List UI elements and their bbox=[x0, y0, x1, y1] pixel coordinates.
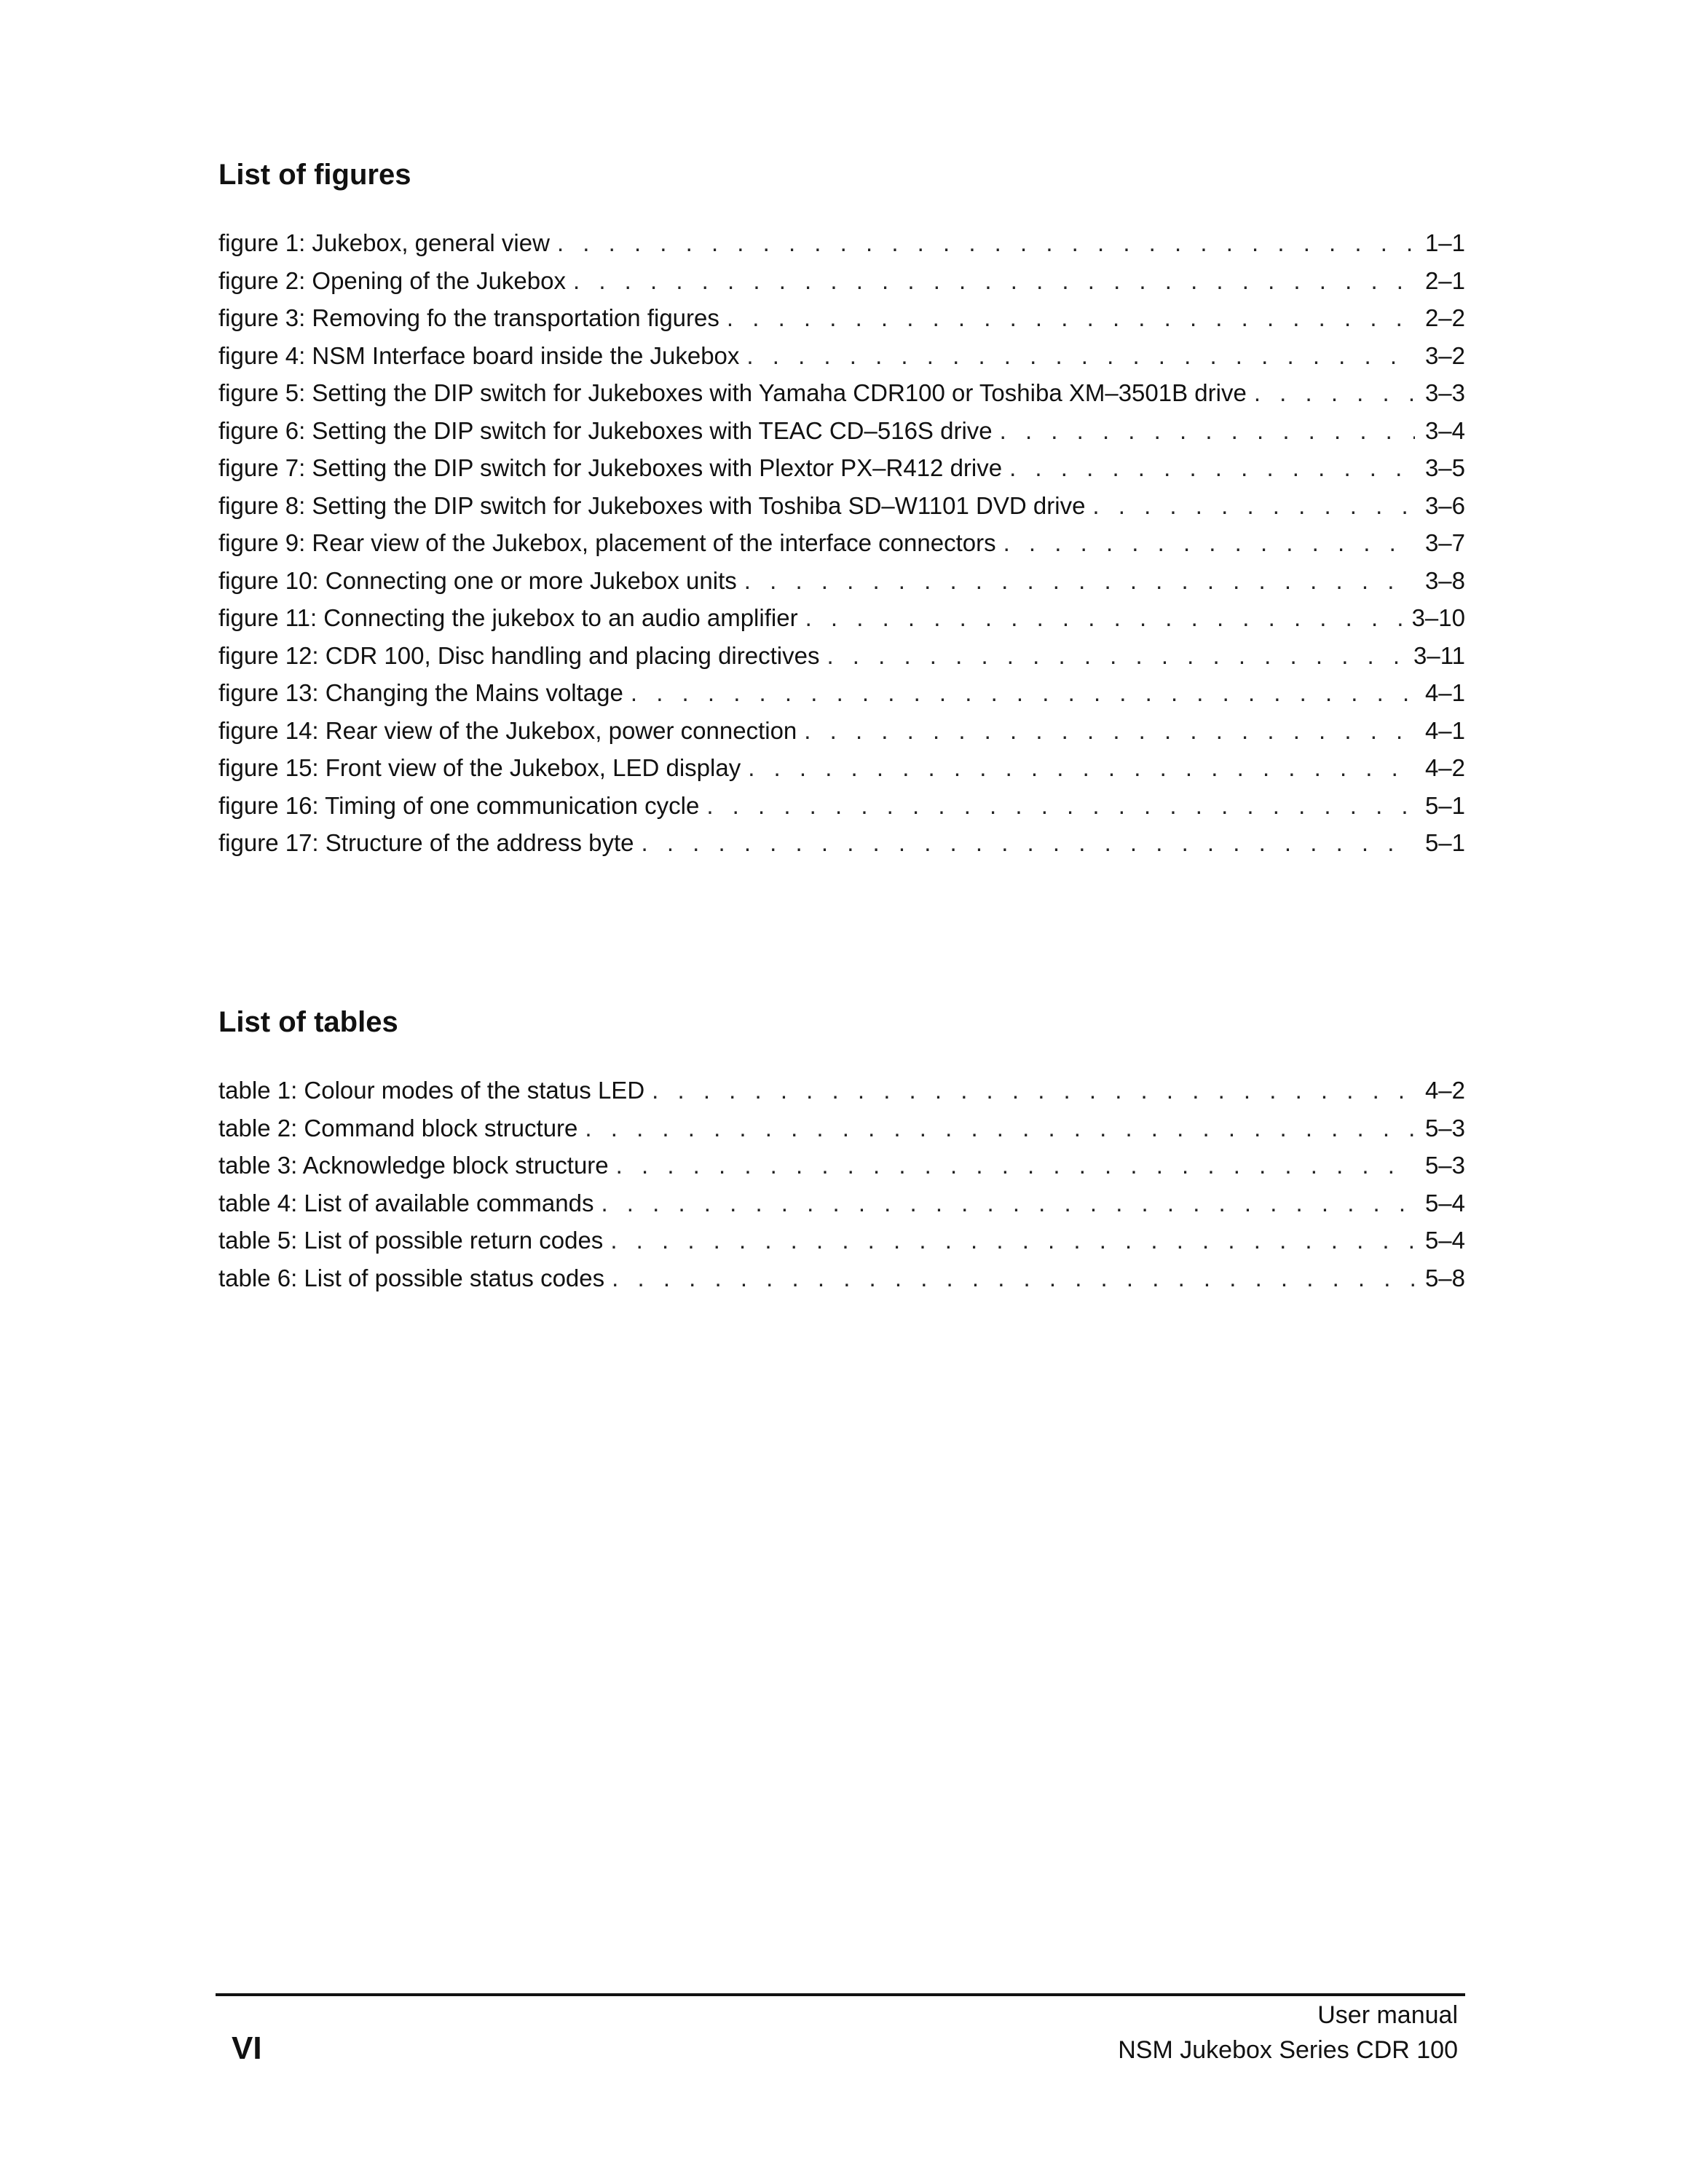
dot-leader bbox=[748, 749, 1415, 787]
toc-entry bbox=[218, 224, 1465, 262]
toc-entry-page: 5–3 bbox=[1424, 1152, 1465, 1179]
toc-entry-title: table 6: List of possible status codes bbox=[218, 1264, 605, 1291]
toc-entry-title: figure 8: Setting the DIP switch for Jukeboxes with Toshiba SD–W1101 DVD drive bbox=[218, 491, 1086, 519]
toc-entry bbox=[218, 824, 1465, 862]
toc-entry-page: 3–11 bbox=[1413, 641, 1465, 669]
list-of-tables-section bbox=[218, 1002, 1465, 1297]
dot-leader bbox=[573, 262, 1415, 300]
toc-entry-title: figure 6: Setting the DIP switch for Jukeboxes with TEAC CD–516S drive bbox=[218, 416, 993, 444]
toc-entry-title: table 1: Colour modes of the status LED bbox=[218, 1077, 645, 1104]
toc-entry bbox=[218, 712, 1465, 750]
toc-entry-page: 4–1 bbox=[1424, 716, 1465, 744]
toc-entry-title: figure 7: Setting the DIP switch for Jukeboxes with Plextor PX–R412 drive bbox=[218, 454, 1003, 481]
toc-entry bbox=[218, 374, 1465, 412]
toc-entry bbox=[218, 1222, 1465, 1259]
dot-leader bbox=[827, 637, 1403, 675]
toc-entry bbox=[218, 449, 1465, 487]
dot-leader bbox=[727, 299, 1415, 337]
toc-entry bbox=[218, 1184, 1465, 1222]
footer-product-name: NSM Jukebox Series CDR 100 bbox=[1118, 2036, 1458, 2064]
toc-entry-page: 3–2 bbox=[1424, 341, 1465, 369]
dot-leader bbox=[1254, 374, 1415, 412]
toc-entry-title: figure 12: CDR 100, Disc handling and placing directives bbox=[218, 641, 820, 669]
toc-entry-title: table 2: Command block structure bbox=[218, 1114, 578, 1142]
toc-entry-title: figure 13: Changing the Mains voltage bbox=[218, 679, 623, 706]
dot-leader bbox=[805, 599, 1402, 637]
dot-leader bbox=[642, 824, 1415, 862]
footer-document-info bbox=[1118, 1998, 1458, 2068]
toc-entry bbox=[218, 599, 1465, 637]
dot-leader bbox=[744, 562, 1415, 600]
dot-leader bbox=[616, 1147, 1415, 1184]
toc-entry-title: figure 1: Jukebox, general view bbox=[218, 229, 550, 256]
toc-entry-page: 3–4 bbox=[1424, 416, 1465, 444]
toc-entry-page: 3–8 bbox=[1424, 566, 1465, 594]
toc-entry-page: 4–2 bbox=[1424, 1077, 1465, 1104]
toc-entry bbox=[218, 337, 1465, 375]
toc-entry-page: 3–5 bbox=[1424, 454, 1465, 481]
toc-entry-page: 3–10 bbox=[1411, 604, 1465, 631]
toc-entry bbox=[218, 262, 1465, 300]
dot-leader bbox=[1009, 449, 1415, 487]
toc-entry-title: figure 14: Rear view of the Jukebox, power connection bbox=[218, 716, 797, 744]
dot-leader bbox=[557, 224, 1415, 262]
toc-entry bbox=[218, 562, 1465, 600]
toc-entry-page: 5–8 bbox=[1424, 1264, 1465, 1291]
toc-entry bbox=[218, 749, 1465, 787]
toc-entry-page: 4–2 bbox=[1424, 754, 1465, 781]
dot-leader bbox=[612, 1259, 1415, 1297]
toc-entry-page: 5–4 bbox=[1424, 1189, 1465, 1216]
toc-entry-title: figure 16: Timing of one communication cycle bbox=[218, 791, 700, 819]
toc-entry-title: figure 2: Opening of the Jukebox bbox=[218, 266, 566, 294]
toc-entry bbox=[218, 1147, 1465, 1184]
toc-entry-page: 5–4 bbox=[1424, 1227, 1465, 1254]
toc-entry bbox=[218, 674, 1465, 712]
toc-entry-page: 3–7 bbox=[1424, 529, 1465, 556]
footer-divider bbox=[216, 1993, 1465, 1996]
toc-entry bbox=[218, 1072, 1465, 1109]
toc-entry-title: figure 4: NSM Interface board inside the Jukebox bbox=[218, 341, 740, 369]
toc-entry-title: table 5: List of possible return codes bbox=[218, 1227, 604, 1254]
toc-entry-title: figure 17: Structure of the address byte bbox=[218, 829, 634, 856]
toc-entry-page: 3–3 bbox=[1424, 379, 1465, 406]
toc-entry-title: figure 11: Connecting the jukebox to an audio amplifier bbox=[218, 604, 798, 631]
toc-entry-page: 4–1 bbox=[1424, 679, 1465, 706]
dot-leader bbox=[610, 1222, 1415, 1259]
toc-entry bbox=[218, 524, 1465, 562]
dot-leader bbox=[804, 712, 1415, 750]
footer-manual-label: User manual bbox=[1317, 2001, 1458, 2029]
toc-entry-title: table 4: List of available commands bbox=[218, 1189, 594, 1216]
page-number: VI bbox=[232, 2030, 262, 2066]
toc-entry bbox=[218, 787, 1465, 825]
list-of-figures-heading: List of figures bbox=[218, 159, 411, 191]
tables-list bbox=[218, 1072, 1465, 1297]
toc-entry-title: figure 10: Connecting one or more Jukebox units bbox=[218, 566, 737, 594]
dot-leader bbox=[631, 674, 1415, 712]
list-of-figures-section bbox=[218, 154, 1465, 862]
toc-entry-page: 5–1 bbox=[1424, 791, 1465, 819]
toc-entry-title: figure 15: Front view of the Jukebox, LED display bbox=[218, 754, 741, 781]
figures-list bbox=[218, 224, 1465, 862]
list-of-tables-heading: List of tables bbox=[218, 1006, 398, 1038]
toc-entry-page: 2–2 bbox=[1424, 304, 1465, 331]
dot-leader bbox=[1003, 524, 1415, 562]
toc-entry-title: figure 9: Rear view of the Jukebox, placement of the interface connectors bbox=[218, 529, 996, 556]
toc-entry bbox=[218, 299, 1465, 337]
toc-entry-page: 1–1 bbox=[1424, 229, 1465, 256]
toc-entry bbox=[218, 487, 1465, 525]
toc-entry bbox=[218, 412, 1465, 450]
toc-entry-page: 3–6 bbox=[1424, 491, 1465, 519]
toc-entry-page: 5–3 bbox=[1424, 1114, 1465, 1142]
dot-leader bbox=[1092, 487, 1415, 525]
toc-entry-title: figure 5: Setting the DIP switch for Jukeboxes with Yamaha CDR100 or Toshiba XM–3501B drive bbox=[218, 379, 1247, 406]
dot-leader bbox=[652, 1072, 1415, 1109]
dot-leader bbox=[585, 1109, 1415, 1147]
toc-entry bbox=[218, 637, 1465, 675]
dot-leader bbox=[706, 787, 1415, 825]
dot-leader bbox=[601, 1184, 1414, 1222]
dot-leader bbox=[746, 337, 1415, 375]
toc-entry-title: table 3: Acknowledge block structure bbox=[218, 1152, 609, 1179]
dot-leader bbox=[1000, 412, 1415, 450]
toc-entry-title: figure 3: Removing fo the transportation figures bbox=[218, 304, 719, 331]
toc-entry bbox=[218, 1109, 1465, 1147]
toc-entry-page: 5–1 bbox=[1424, 829, 1465, 856]
toc-entry-page: 2–1 bbox=[1424, 266, 1465, 294]
toc-entry bbox=[218, 1259, 1465, 1297]
